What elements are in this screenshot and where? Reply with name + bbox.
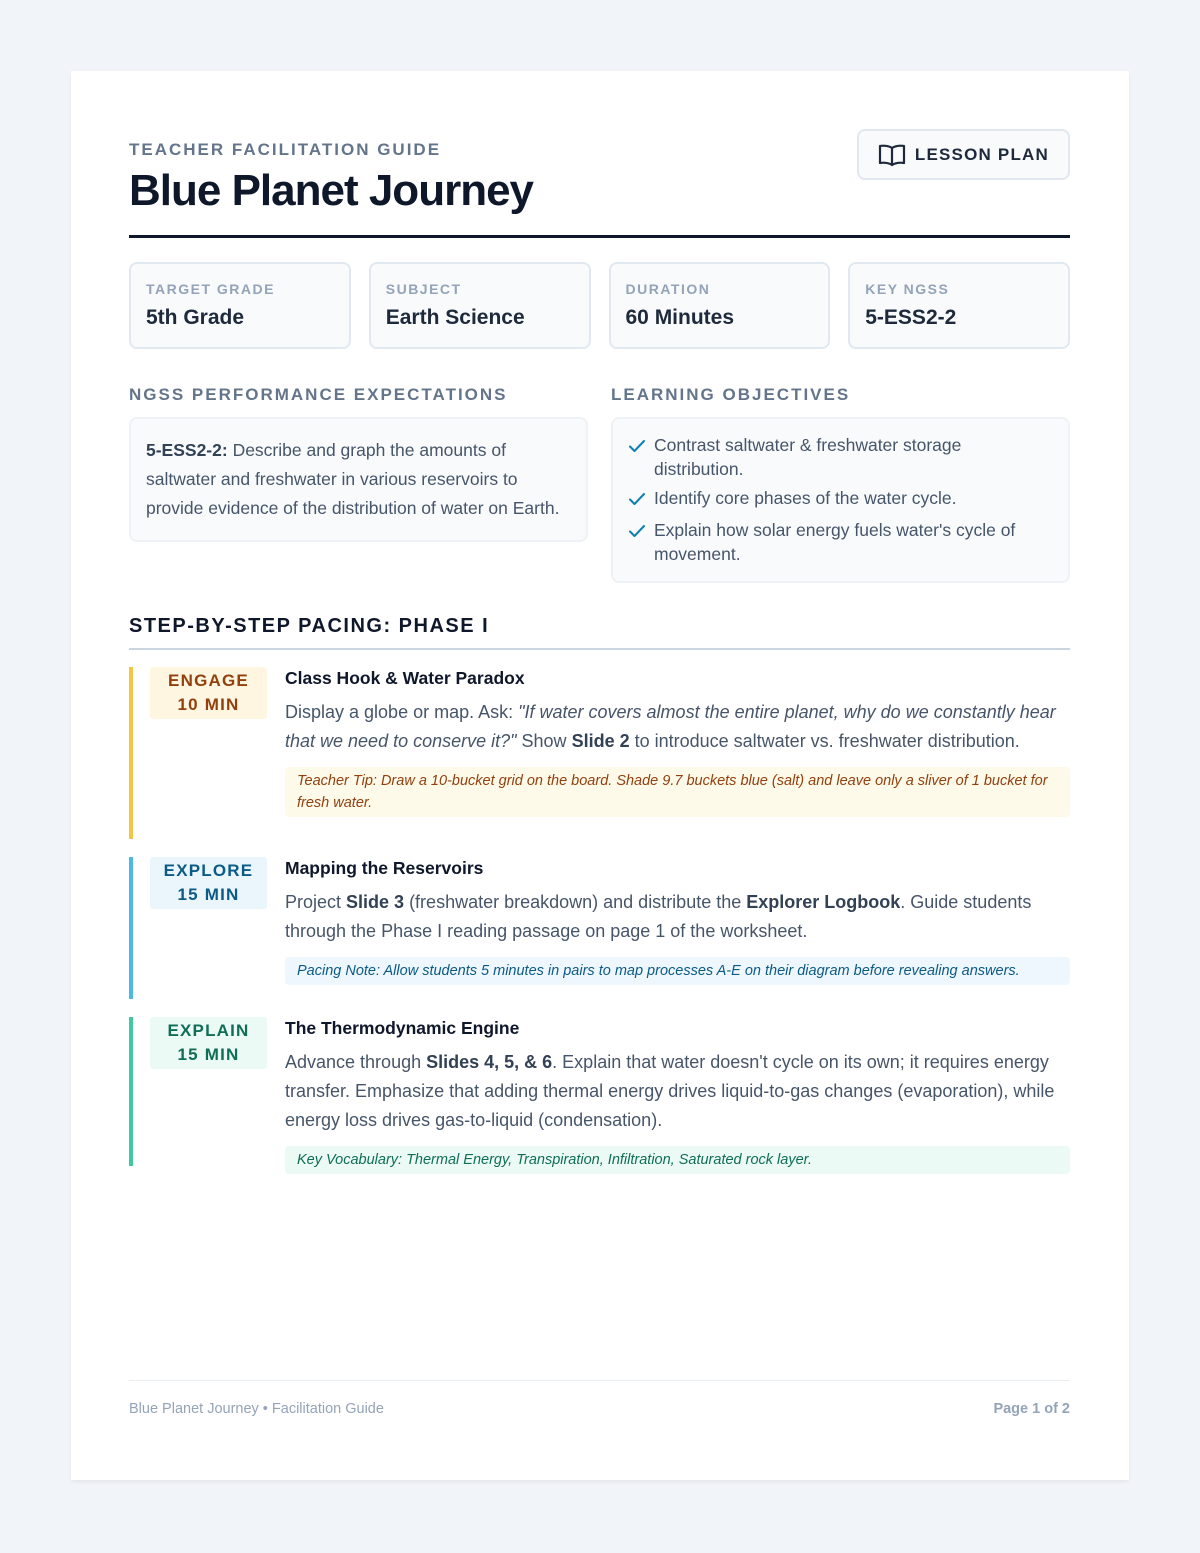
- badge-label: LESSON PLAN: [914, 144, 1049, 164]
- checkmark-icon: [628, 518, 646, 566]
- step-accent-bar: [129, 857, 133, 999]
- objectives-box: [611, 417, 1070, 583]
- step-engage: [129, 667, 1070, 839]
- step-text-part: . Explain that water doesn't cycle on its own; it requires energy transfer. Emphasize that adding thermal energy drives liquid-to-gas changes (evaporation), while energy loss drives gas-to-liquid (condensation).: [285, 1052, 1055, 1130]
- meta-value: 60 Minutes: [625, 306, 735, 329]
- step-text-part: Advance through: [285, 1052, 427, 1072]
- ngss-section: [129, 385, 588, 542]
- phase-pill: [150, 667, 267, 719]
- meta-card-ngss: [848, 262, 1070, 349]
- lesson-plan-badge: [857, 129, 1070, 180]
- meta-value: Earth Science: [385, 306, 525, 329]
- step-text-part: . Guide students through the Phase I reading passage on page 1 of the worksheet.: [285, 892, 1032, 941]
- meta-label: TARGET GRADE: [146, 281, 275, 297]
- open-book-icon: [878, 143, 906, 167]
- step-accent-bar: [129, 667, 133, 839]
- meta-value: 5th Grade: [146, 306, 245, 329]
- ngss-box: [129, 417, 588, 542]
- step-title: Class Hook & Water Paradox: [285, 668, 525, 688]
- objective-text: Explain how solar energy fuels water's cycle of movement.: [654, 520, 1016, 564]
- page-content: [129, 71, 1070, 1417]
- document-page: [71, 71, 1129, 1480]
- step-body: [285, 857, 1070, 985]
- meta-card-subject: [369, 262, 591, 349]
- step-bold: Slides 4, 5, & 6: [426, 1052, 553, 1072]
- step-text-part: (freshwater breakdown) and distribute the: [404, 892, 747, 912]
- objective-item: [628, 486, 1053, 513]
- meta-label: KEY NGSS: [865, 281, 950, 297]
- pacing-heading: STEP-BY-STEP PACING: PHASE I: [129, 615, 490, 637]
- step-text-part: Project: [285, 892, 347, 912]
- pacing-divider: [129, 648, 1070, 650]
- step-explore: [129, 857, 1070, 999]
- header-divider: [129, 235, 1070, 238]
- phase-time: 15 MIN: [177, 1045, 240, 1064]
- phase-label: EXPLAIN: [167, 1021, 250, 1040]
- step-text: [285, 1048, 1070, 1135]
- vocabulary-note: Key Vocabulary: Thermal Energy, Transpiration, Infiltration, Saturated rock layer.: [285, 1146, 1070, 1174]
- phase-label: EXPLORE: [163, 861, 254, 880]
- objectives-section: [611, 385, 1070, 583]
- footer-title: Blue Planet Journey • Facilitation Guide: [129, 1401, 384, 1417]
- document-eyebrow: TEACHER FACILITATION GUIDE: [129, 140, 442, 159]
- header: [129, 71, 1070, 239]
- step-bold: Slide 3: [346, 892, 405, 912]
- step-explain: [129, 1017, 1070, 1166]
- meta-label: DURATION: [625, 281, 711, 297]
- step-body: [285, 1017, 1070, 1174]
- phase-time: 10 MIN: [177, 695, 240, 714]
- ngss-text: Describe and graph the amounts of saltwater and freshwater in various reservoirs to provide evidence of the distribution of water on Earth.: [146, 440, 560, 518]
- objective-item: [628, 433, 1053, 481]
- step-text-part: to introduce saltwater vs. freshwater distribution.: [629, 731, 1020, 751]
- phase-time: 15 MIN: [177, 885, 240, 904]
- step-question: "If water covers almost the entire planet, why do we constantly hear that we need to conserve it?": [285, 702, 1056, 751]
- step-text: [285, 698, 1070, 756]
- step-text: [285, 888, 1070, 946]
- checkmark-icon: [628, 486, 646, 513]
- pacing-note: Pacing Note: Allow students 5 minutes in pairs to map processes A-E on their diagram before revealing answers.: [285, 957, 1070, 985]
- ngss-heading: NGSS PERFORMANCE EXPECTATIONS: [129, 385, 508, 404]
- step-text-part: Display a globe or map. Ask:: [285, 702, 519, 722]
- objective-text: Contrast saltwater & freshwater storage distribution.: [654, 435, 962, 479]
- step-bold: Explorer Logbook: [746, 892, 901, 912]
- meta-value: 5-ESS2-2: [865, 306, 957, 329]
- step-title: The Thermodynamic Engine: [285, 1018, 520, 1038]
- lesson-meta: [129, 262, 1070, 349]
- objective-text: Identify core phases of the water cycle.: [654, 488, 957, 508]
- step-body: [285, 667, 1070, 817]
- phase-label: ENGAGE: [168, 671, 249, 690]
- footer-divider: [129, 1380, 1070, 1381]
- page-number: Page 1 of 2: [993, 1401, 1070, 1417]
- checkmark-icon: [628, 433, 646, 481]
- step-text-part: Show: [516, 731, 572, 751]
- phase-pill: [150, 857, 267, 909]
- meta-card-grade: [129, 262, 351, 349]
- meta-label: SUBJECT: [385, 281, 462, 297]
- ngss-code: 5-ESS2-2:: [146, 440, 228, 460]
- meta-card-duration: [609, 262, 831, 349]
- step-bold: Slide 2: [571, 731, 630, 751]
- phase-pill: [150, 1017, 267, 1069]
- document-title: Blue Planet Journey: [129, 166, 534, 215]
- objective-item: [628, 518, 1053, 566]
- step-title: Mapping the Reservoirs: [285, 858, 484, 878]
- teacher-tip-note: Teacher Tip: Draw a 10-bucket grid on the board. Shade 9.7 buckets blue (salt) and leave only a sliver of 1 bucket for fresh water.: [285, 767, 1070, 817]
- step-accent-bar: [129, 1017, 133, 1166]
- objectives-heading: LEARNING OBJECTIVES: [611, 385, 851, 404]
